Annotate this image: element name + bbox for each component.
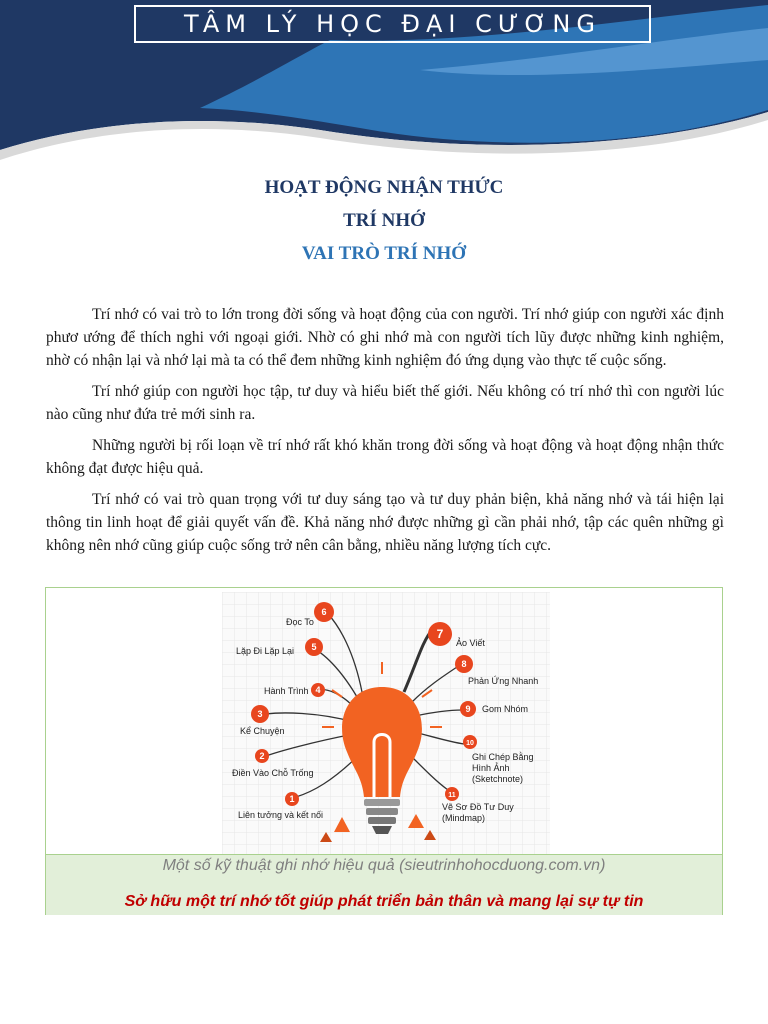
heading-2: TRÍ NHỚ <box>343 210 425 231</box>
label-phan-ung-nhanh: Phản Ứng Nhanh <box>468 676 539 686</box>
label-ke-chuyen: Kể Chuyện <box>240 726 285 736</box>
caption-area <box>46 854 722 915</box>
badge-8: 8 <box>461 659 467 669</box>
badge-10: 10 <box>466 740 474 747</box>
label-ghi-chep-1: Ghi Chép Bằng <box>472 752 534 762</box>
figure-tagline: Sở hữu một trí nhớ tốt giúp phát triển bản thân và mang lại sự tự tin <box>124 893 644 910</box>
label-hanh-trinh: Hành Trình <box>264 686 309 696</box>
label-ve-so-do-1: Vẽ Sơ Đồ Tư Duy <box>442 802 514 812</box>
label-gom-nhom: Gom Nhóm <box>482 704 529 714</box>
label-doc-to: Đọc To <box>286 617 314 627</box>
badge-4: 4 <box>315 685 321 695</box>
label-ao-viet: Ảo Viết <box>456 638 485 648</box>
header-banner <box>0 0 768 165</box>
label-lap-di-lap-lai: Lặp Đi Lặp Lại <box>236 646 295 656</box>
heading-3: VAI TRÒ TRÍ NHỚ <box>301 243 467 264</box>
paragraph: Những người bị rối loạn về trí nhớ rất khó khăn trong đời sống và hoạt động và hoạt động nhận thức không đạt được hiệu quả. <box>46 437 724 477</box>
badge-6: 6 <box>321 607 327 617</box>
body-text <box>46 303 724 565</box>
figure-caption: Một số kỹ thuật ghi nhớ hiệu quả (sieutrinhohocduong.com.vn) <box>162 857 606 874</box>
paragraph: Trí nhớ có vai trò quan trọng với tư duy sáng tạo và tư duy phản biện, khả năng nhớ và tái hiện lại thông tin linh hoạt để giải quyết vấn đề. Khả năng nhớ được những gì cần phải nhớ, tập các quên những gì không nên nhớ cũng giúp cuộc sống trở nên cân bằng, nhiều năng lượng tích cực. <box>46 491 724 554</box>
label-ghi-chep-2: Hình Ảnh <box>472 763 510 773</box>
figure-box <box>45 587 723 915</box>
memory-techniques-illustration <box>222 592 550 854</box>
badge-11: 11 <box>448 792 456 799</box>
heading-1: HOẠT ĐỘNG NHẬN THỨC <box>264 177 504 198</box>
label-dien-vao-cho-trong: Điền Vào Chỗ Trống <box>232 768 314 778</box>
badge-2: 2 <box>259 751 265 761</box>
badge-3: 3 <box>257 709 263 719</box>
section-headings <box>0 176 768 266</box>
badge-1: 1 <box>289 794 295 804</box>
badge-9: 9 <box>465 704 471 714</box>
label-ve-so-do-2: (Mindmap) <box>442 813 486 823</box>
label-ghi-chep-3: (Sketchnote) <box>472 774 524 784</box>
badge-5: 5 <box>311 642 317 652</box>
label-lien-tuong: Liên tưởng và kết nối <box>238 810 323 820</box>
paragraph: Trí nhớ có vai trò to lớn trong đời sống và hoạt động của con người. Trí nhớ giúp con người xác định phươ ướng để thích nghi với ngoại giới. Nhờ có ghi nhớ mà con người tích lũy được những kinh nghiệm, nhờ có nhận lại và nhớ lại mà ta có thể đem những kinh nghiệm đó ứng dụng vào thực tế cuộc sống. <box>46 306 724 369</box>
paragraph: Trí nhớ giúp con người học tập, tư duy và hiểu biết thế giới. Nếu không có trí nhớ thì con người lúc nào cũng như đứa trẻ mới sinh ra. <box>46 383 724 423</box>
badge-7: 7 <box>436 627 444 641</box>
page-title: TÂM LÝ HỌC ĐẠI CƯƠNG <box>134 5 651 43</box>
